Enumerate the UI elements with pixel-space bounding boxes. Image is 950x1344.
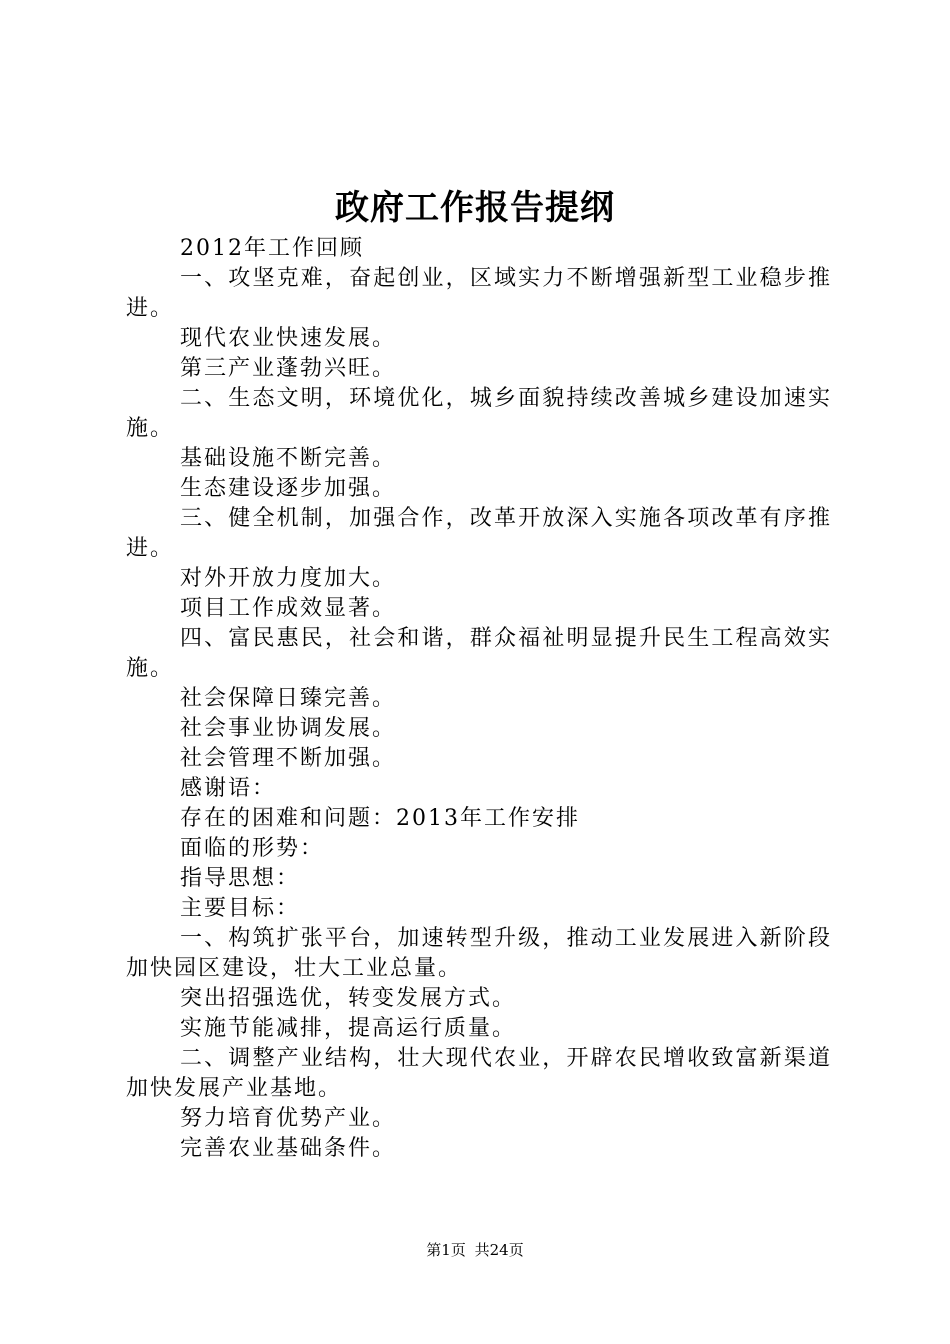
paragraph: 指导思想：: [180, 866, 301, 891]
paragraph: 突出招强选优，转变发展方式。: [180, 986, 517, 1011]
paragraph: 社会保障日臻完善。: [180, 686, 397, 711]
page-total: 共24页: [474, 1241, 524, 1259]
paragraph: 二、调整产业结构，壮大现代农业，开辟农民增收致富新渠道加快发展产业基地。: [126, 1046, 832, 1101]
paragraph: 一、攻坚克难，奋起创业，区域实力不断增强新型工业稳步推进。: [126, 266, 832, 321]
paragraph: 感谢语：: [180, 776, 277, 801]
paragraph: 社会管理不断加强。: [180, 746, 397, 771]
paragraph: 实施节能减排，提高运行质量。: [180, 1016, 517, 1041]
paragraph: 一、构筑扩张平台，加速转型升级，推动工业发展进入新阶段加快园区建设，壮大工业总量。: [126, 926, 832, 981]
paragraph: 努力培育优势产业。: [180, 1106, 397, 1131]
paragraph: 生态建设逐步加强。: [180, 476, 397, 501]
document-body: [126, 234, 832, 1164]
paragraph: 基础设施不断完善。: [180, 446, 397, 471]
paragraph: 二、生态文明，环境优化，城乡面貌持续改善城乡建设加速实施。: [126, 386, 832, 441]
paragraph: 存在的困难和问题：2013年工作安排: [180, 806, 580, 831]
paragraph: 社会事业协调发展。: [180, 716, 397, 741]
page-footer: [0, 1240, 950, 1260]
paragraph: 项目工作成效显著。: [180, 596, 397, 621]
page-number: 第1页: [426, 1241, 466, 1259]
document-title: 政府工作报告提纲: [335, 188, 615, 228]
paragraph: 三、健全机制，加强合作，改革开放深入实施各项改革有序推进。: [126, 506, 832, 561]
paragraph: 面临的形势：: [180, 836, 325, 861]
paragraph: 四、富民惠民，社会和谐，群众福祉明显提升民生工程高效实施。: [126, 626, 832, 681]
paragraph: 完善农业基础条件。: [180, 1136, 397, 1161]
paragraph: 第三产业蓬勃兴旺。: [180, 356, 397, 381]
paragraph: 对外开放力度加大。: [180, 566, 397, 591]
paragraph: 主要目标：: [180, 896, 301, 921]
paragraph: 2012年工作回顾: [180, 236, 364, 261]
paragraph: 现代农业快速发展。: [180, 326, 397, 351]
